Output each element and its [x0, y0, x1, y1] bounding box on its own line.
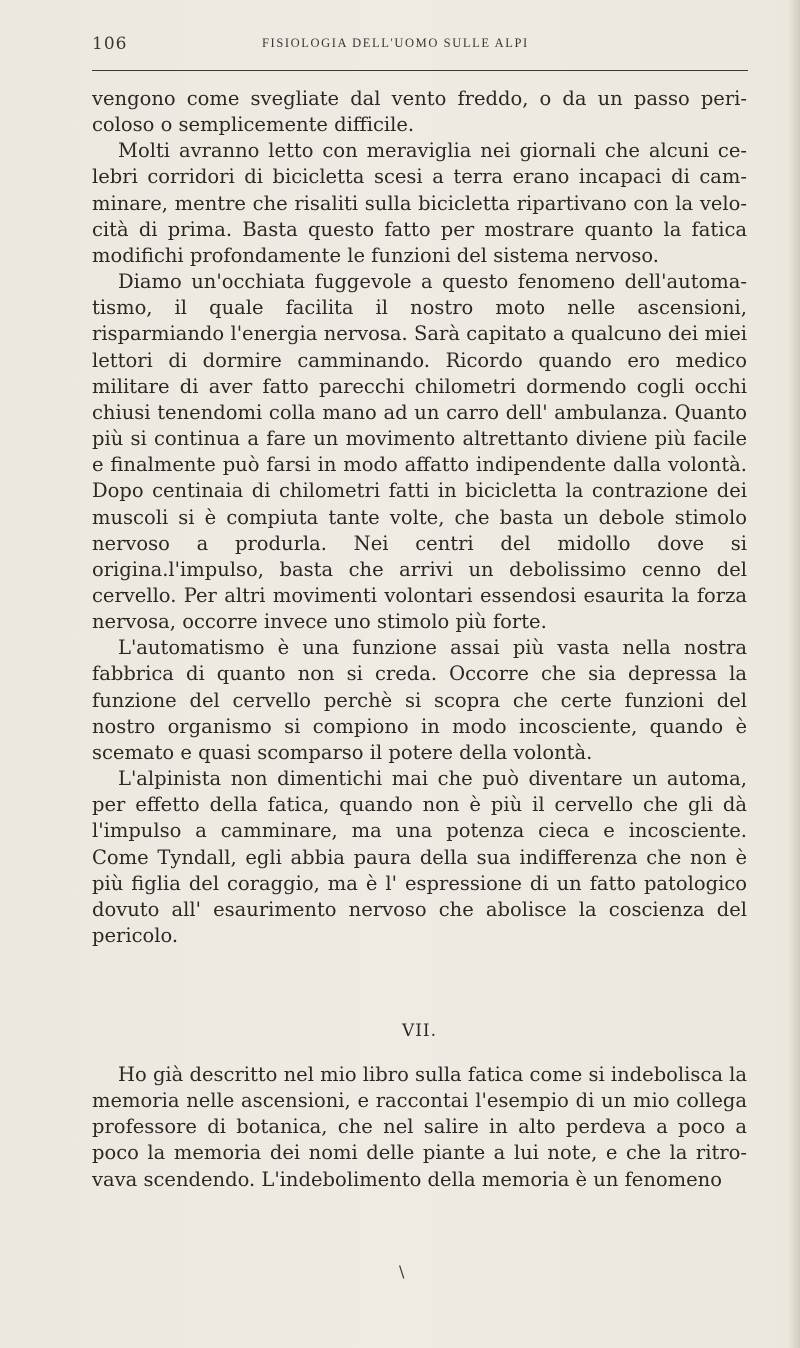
section-body-text — [92, 1062, 747, 1193]
page-header — [92, 30, 752, 60]
running-head: FISIOLOGIA DELL'UOMO SULLE ALPI — [262, 36, 529, 50]
paragraph: Molti avranno letto con meraviglia nei giornali che alcuni celebri corridori di bicicletta scesi a terra erano incapaci di camminare, mentre che risaliti sulla bicicletta ripartivano con la velocità di prima. Basta questo fatto per mostrare quanto la fatica modifichi profondamente le funzioni del sistema nervoso. — [92, 139, 747, 267]
paragraph: L'automatismo è una funzione assai più vasta nella nostra fabbrica di quanto non si creda. Occorre che sia depressa la funzione del cervello perchè si scopra che certe funzioni del nostro organismo si compiono in modo incosciente, quando è scemato e quasi scomparso il potere della volontà. — [92, 636, 747, 764]
paragraph: L'alpinista non dimentichi mai che può diventare un automa, per effetto della fatica, quando non è più il cervello che gli dà l'impulso a camminare, ma una potenza cieca e incosciente. Come Tyndall, egli abbia paura della sua indifferenza che non è più figlia del coraggio, ma è l' espressione di un fatto patologico dovuto all' esaurimento nervoso che abolisce la coscienza del pericolo. — [92, 767, 747, 947]
page-edge-shadow — [788, 0, 800, 1348]
header-rule — [92, 70, 748, 71]
section-heading: VII. — [401, 1021, 438, 1041]
paragraph: Diamo un'occhiata fuggevole a questo fenomeno dell'automatismo, il quale facilita il nostro moto nelle ascensioni, risparmiando l'energia nervosa. Sarà capitato a qualcuno dei miei lettori di dormire camminando. Ricordo quando ero medico militare di aver fatto parecchi chilometri dormendo cogli occhi chiusi tenendomi colla mano ad un carro dell' ambulanza. Quanto più si continua a fare un movimento altrettanto diviene più facile e finalmente può farsi in modo affatto indipendente dalla volontà. Dopo centinaia di chilometri fatti in bicicletta la contrazione dei muscoli si è compiuta tante volte, che basta un debole stimolo nervoso a produrla. Nei centri del midollo dove si origina.l'impulso, basta che arrivi un debolissimo cenno del cervello. Per altri movimenti volontari essendosi esaurita la forza nervosa, occorre invece uno stimolo più forte. — [92, 270, 747, 634]
stray-mark: \ — [399, 1262, 405, 1281]
paragraph: Ho già descritto nel mio libro sulla fatica come si indebolisca la memoria nelle ascensioni, e raccontai l'esempio di un mio collega professore di botanica, che nel salire in alto perdeva a poco a poco la memoria dei nomi delle piante a lui note, e che la ritrovava scendendo. L'indebolimento della memoria è un fenomeno — [92, 1063, 748, 1191]
body-text — [92, 86, 747, 949]
page-number: 106 — [92, 34, 128, 54]
paragraph: vengono come svegliate dal vento freddo, o da un passo pericoloso o semplicemente difficile. — [92, 87, 747, 137]
